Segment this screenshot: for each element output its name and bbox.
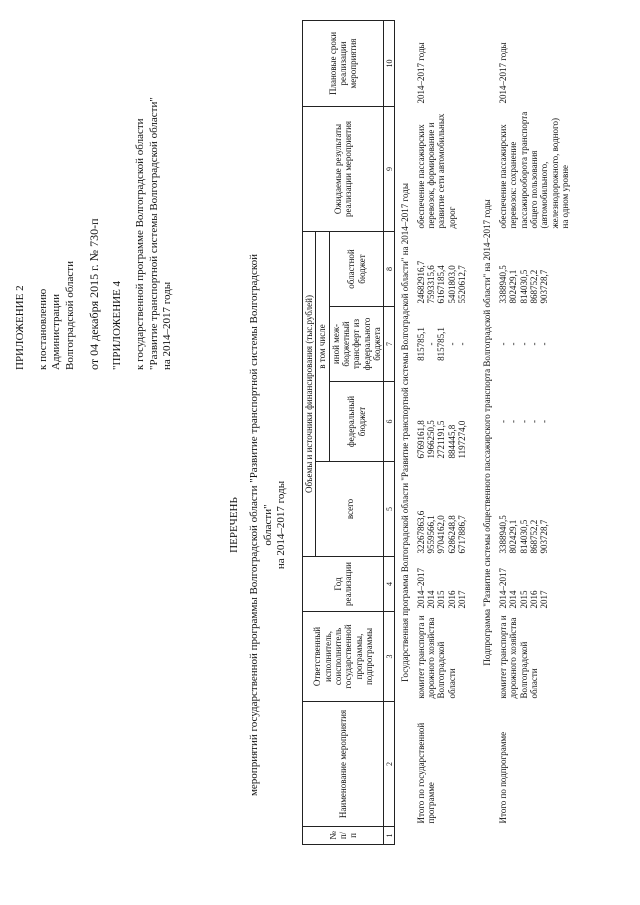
col-number: 7 — [384, 307, 395, 382]
decree-date-number: от 04 декабря 2015 г. № 730-п — [86, 218, 101, 370]
col-number: 3 — [384, 612, 395, 702]
row-interbudget: 815785,1 - 815785,1 - - — [415, 327, 468, 361]
row-terms: 2014–2017 годы — [497, 42, 508, 104]
row-interbudget: - - - - - — [497, 342, 550, 346]
row-executor: комитет транспорта и дорожного хозяйства Волгоградской области — [415, 615, 457, 699]
appendix-ref-line: Администрации — [50, 293, 63, 370]
appendix-ref-line: к постановлению — [37, 288, 50, 370]
section-title: Подпрограмма "Развитие системы общественного пассажирского транспорта Волгоградской области" на 2014–2017 годы — [482, 199, 493, 666]
header-year: Год реализации — [303, 557, 384, 612]
row-results: обеспечение пассажирских перевозок: сохранение пассажирооборота транспорта общего пользования (автомобильного, железнодорожного, водного) на одном уровне — [497, 111, 570, 229]
row-years: 2014–2017 2014 2015 2016 2017 — [415, 568, 468, 609]
header-results: Ожидаемые результаты реализации мероприятия — [303, 107, 384, 232]
col-number: 2 — [384, 702, 395, 827]
header-interbudget: иной меж-бюджетный трансферт из федерального бюджета — [329, 307, 384, 382]
row-name: Итого по подпрограмме — [497, 731, 508, 824]
header-executor: Ответственный исполнитель, соисполнитель государственной программы, подпрограммы — [303, 612, 384, 702]
col-number: 4 — [384, 557, 395, 612]
row-results: обеспечение пассажирских перевозок, формирование и развитие сети автомобильных дорог — [415, 113, 457, 229]
title-line: мероприятий государственной программы Волгоградской области "Развитие транспортной системы Волгоградской области" — [247, 253, 274, 797]
measures-table — [302, 20, 571, 845]
appendix-4-label: "ПРИЛОЖЕНИЕ 4 — [111, 280, 124, 370]
header-terms: Плановые сроки реализации мероприятия — [303, 21, 384, 107]
appendix-ref-line: Волгоградской области — [63, 261, 76, 370]
header-regional: областной бюджет — [329, 232, 384, 307]
table-row — [497, 21, 571, 845]
document-title — [228, 245, 289, 805]
appendix-block — [14, 10, 174, 370]
row-executor: комитет транспорта и дорожного хозяйства Волгоградской области — [497, 615, 539, 699]
col-number: 1 — [384, 827, 395, 845]
row-federal: 6769161,8 1966250,5 2721191,5 884445,8 1197274,0 — [415, 420, 468, 459]
row-name: Итого по государственной программе — [415, 722, 437, 824]
program-ref-line: к государственной программе Волгоградской области — [134, 118, 147, 370]
row-total: 3388940,5 802429,1 814030,5 868752,2 903728,7 — [497, 515, 550, 554]
title-line: на 2014–2017 годы — [275, 480, 288, 570]
header-num: № п/п — [303, 827, 384, 845]
table-row — [415, 21, 469, 845]
col-number: 9 — [384, 107, 395, 232]
row-total: 32267863,6 9559566,1 9704162,0 6286248,8 6717886,7 — [415, 510, 468, 554]
appendix-number: ПРИЛОЖЕНИЕ 2 — [14, 285, 26, 370]
header-incl: в том числе — [316, 232, 329, 462]
program-ref-line: "Развитие транспортной системы Волгоградской области" — [147, 97, 160, 370]
header-total: всего — [316, 462, 384, 557]
col-number: 10 — [384, 21, 395, 107]
row-federal: - - - - - — [497, 420, 550, 423]
header-federal: федеральный бюджет — [329, 382, 384, 462]
col-number: 6 — [384, 382, 395, 462]
col-number: 8 — [384, 232, 395, 307]
row-years: 2014–2017 2014 2015 2016 2017 — [497, 568, 550, 609]
header-volume: Объемы и источники финансирования (тыс.рублей) — [303, 232, 316, 557]
col-number: 5 — [384, 462, 395, 557]
header-name: Наименование мероприятия — [303, 702, 384, 827]
row-regional: 3388940,5 802429,1 814030,5 868752,2 903728,7 — [497, 265, 550, 304]
program-ref-line: на 2014–2017 годы — [160, 281, 173, 370]
row-regional: 24682916,7 7593315,6 6167185,4 5401803,0 5520612,7 — [415, 260, 468, 304]
title-heading: ПЕРЕЧЕНЬ — [228, 497, 240, 553]
section-title: Государственная программа Волгоградской области "Развитие транспортной системы Волгоградской области" на 2014–2017 годы — [400, 183, 411, 682]
row-terms: 2014–2017 годы — [415, 42, 426, 104]
